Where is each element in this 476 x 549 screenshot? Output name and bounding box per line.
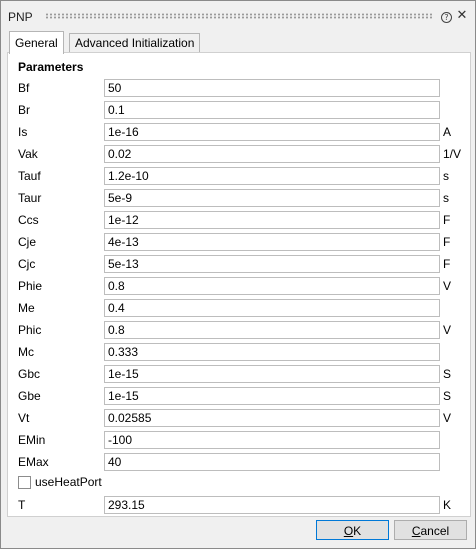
use-heat-port-checkbox[interactable] bbox=[18, 476, 31, 489]
param-field-gbc[interactable] bbox=[104, 365, 440, 383]
param-label-bf: Bf bbox=[18, 81, 30, 95]
param-field-vt[interactable] bbox=[104, 409, 440, 427]
param-field-is[interactable] bbox=[104, 123, 440, 141]
param-label-cje: Cje bbox=[18, 235, 37, 249]
param-unit-t: K bbox=[443, 498, 452, 512]
param-row-mc bbox=[8, 342, 470, 362]
param-unit-vt: V bbox=[443, 411, 452, 425]
tab-advanced-initialization[interactable]: Advanced Initialization bbox=[69, 33, 200, 53]
param-unit-vak: 1/V bbox=[443, 147, 462, 161]
param-unit-phic: V bbox=[443, 323, 452, 337]
param-field-bf[interactable] bbox=[104, 79, 440, 97]
use-heat-port-label[interactable]: useHeatPort bbox=[35, 475, 102, 489]
param-row-t bbox=[8, 495, 470, 515]
param-row-phic bbox=[8, 320, 470, 340]
param-row-emin bbox=[8, 430, 470, 450]
param-row-tauf bbox=[8, 166, 470, 186]
param-label-t: T bbox=[18, 498, 26, 512]
ok-button[interactable] bbox=[316, 520, 389, 540]
param-row-ccs bbox=[8, 210, 470, 230]
help-icon[interactable]: ? bbox=[441, 12, 452, 23]
param-field-gbe[interactable] bbox=[104, 387, 440, 405]
drag-grip[interactable] bbox=[45, 13, 433, 19]
param-unit-tauf: s bbox=[443, 169, 449, 183]
ok-mnemonic: O bbox=[343, 524, 354, 538]
param-label-is: Is bbox=[18, 125, 28, 139]
param-label-emax: EMax bbox=[18, 455, 49, 469]
param-row-cjc bbox=[8, 254, 470, 274]
cancel-button[interactable] bbox=[394, 520, 467, 540]
param-field-br[interactable] bbox=[104, 101, 440, 119]
param-label-gbe: Gbe bbox=[18, 389, 41, 403]
param-field-t[interactable] bbox=[104, 496, 440, 514]
param-row-phie bbox=[8, 276, 470, 296]
param-row-vt bbox=[8, 408, 470, 428]
param-field-mc[interactable] bbox=[104, 343, 440, 361]
cancel-mnemonic: C bbox=[411, 524, 421, 538]
param-row-cje bbox=[8, 232, 470, 252]
param-field-cje[interactable] bbox=[104, 233, 440, 251]
param-field-phic[interactable] bbox=[104, 321, 440, 339]
param-label-mc: Mc bbox=[18, 345, 34, 359]
param-field-ccs[interactable] bbox=[104, 211, 440, 229]
param-row-is bbox=[8, 122, 470, 142]
param-row-br bbox=[8, 100, 470, 120]
param-label-br: Br bbox=[18, 103, 30, 117]
param-row-me bbox=[8, 298, 470, 318]
param-label-vak: Vak bbox=[18, 147, 38, 161]
general-panel bbox=[7, 52, 471, 517]
cancel-label-rest: ancel bbox=[420, 524, 450, 538]
param-label-vt: Vt bbox=[18, 411, 30, 425]
use-heat-port-checkbox-row[interactable] bbox=[18, 474, 218, 492]
param-unit-cje: F bbox=[443, 235, 451, 249]
param-unit-gbc: S bbox=[443, 367, 452, 381]
param-unit-ccs: F bbox=[443, 213, 451, 227]
param-field-tauf[interactable] bbox=[104, 167, 440, 185]
param-label-phie: Phie bbox=[18, 279, 43, 293]
param-row-emax bbox=[8, 452, 470, 472]
param-unit-gbe: S bbox=[443, 389, 452, 403]
param-label-tauf: Tauf bbox=[18, 169, 41, 183]
param-unit-cjc: F bbox=[443, 257, 451, 271]
param-unit-phie: V bbox=[443, 279, 452, 293]
param-field-emin[interactable] bbox=[104, 431, 440, 449]
param-unit-taur: s bbox=[443, 191, 449, 205]
parameters-group-title: Parameters bbox=[18, 60, 84, 74]
title-bar[interactable] bbox=[1, 1, 475, 29]
param-row-bf bbox=[8, 78, 470, 98]
param-field-cjc[interactable] bbox=[104, 255, 440, 273]
close-icon[interactable]: ✕ bbox=[456, 8, 468, 23]
param-label-me: Me bbox=[18, 301, 35, 315]
param-row-gbc bbox=[8, 364, 470, 384]
param-row-gbe bbox=[8, 386, 470, 406]
param-field-taur[interactable] bbox=[104, 189, 440, 207]
ok-label-rest: K bbox=[353, 524, 362, 538]
param-row-taur bbox=[8, 188, 470, 208]
param-label-gbc: Gbc bbox=[18, 367, 41, 381]
tab-general[interactable]: General bbox=[9, 31, 64, 54]
param-label-ccs: Ccs bbox=[18, 213, 39, 227]
param-unit-is: A bbox=[443, 125, 452, 139]
param-label-emin: EMin bbox=[18, 433, 46, 447]
param-row-vak bbox=[8, 144, 470, 164]
param-field-vak[interactable] bbox=[104, 145, 440, 163]
window-title: PNP bbox=[8, 10, 33, 24]
param-label-phic: Phic bbox=[18, 323, 42, 337]
param-field-me[interactable] bbox=[104, 299, 440, 317]
param-label-taur: Taur bbox=[18, 191, 42, 205]
param-field-phie[interactable] bbox=[104, 277, 440, 295]
param-label-cjc: Cjc bbox=[18, 257, 36, 271]
param-field-emax[interactable] bbox=[104, 453, 440, 471]
